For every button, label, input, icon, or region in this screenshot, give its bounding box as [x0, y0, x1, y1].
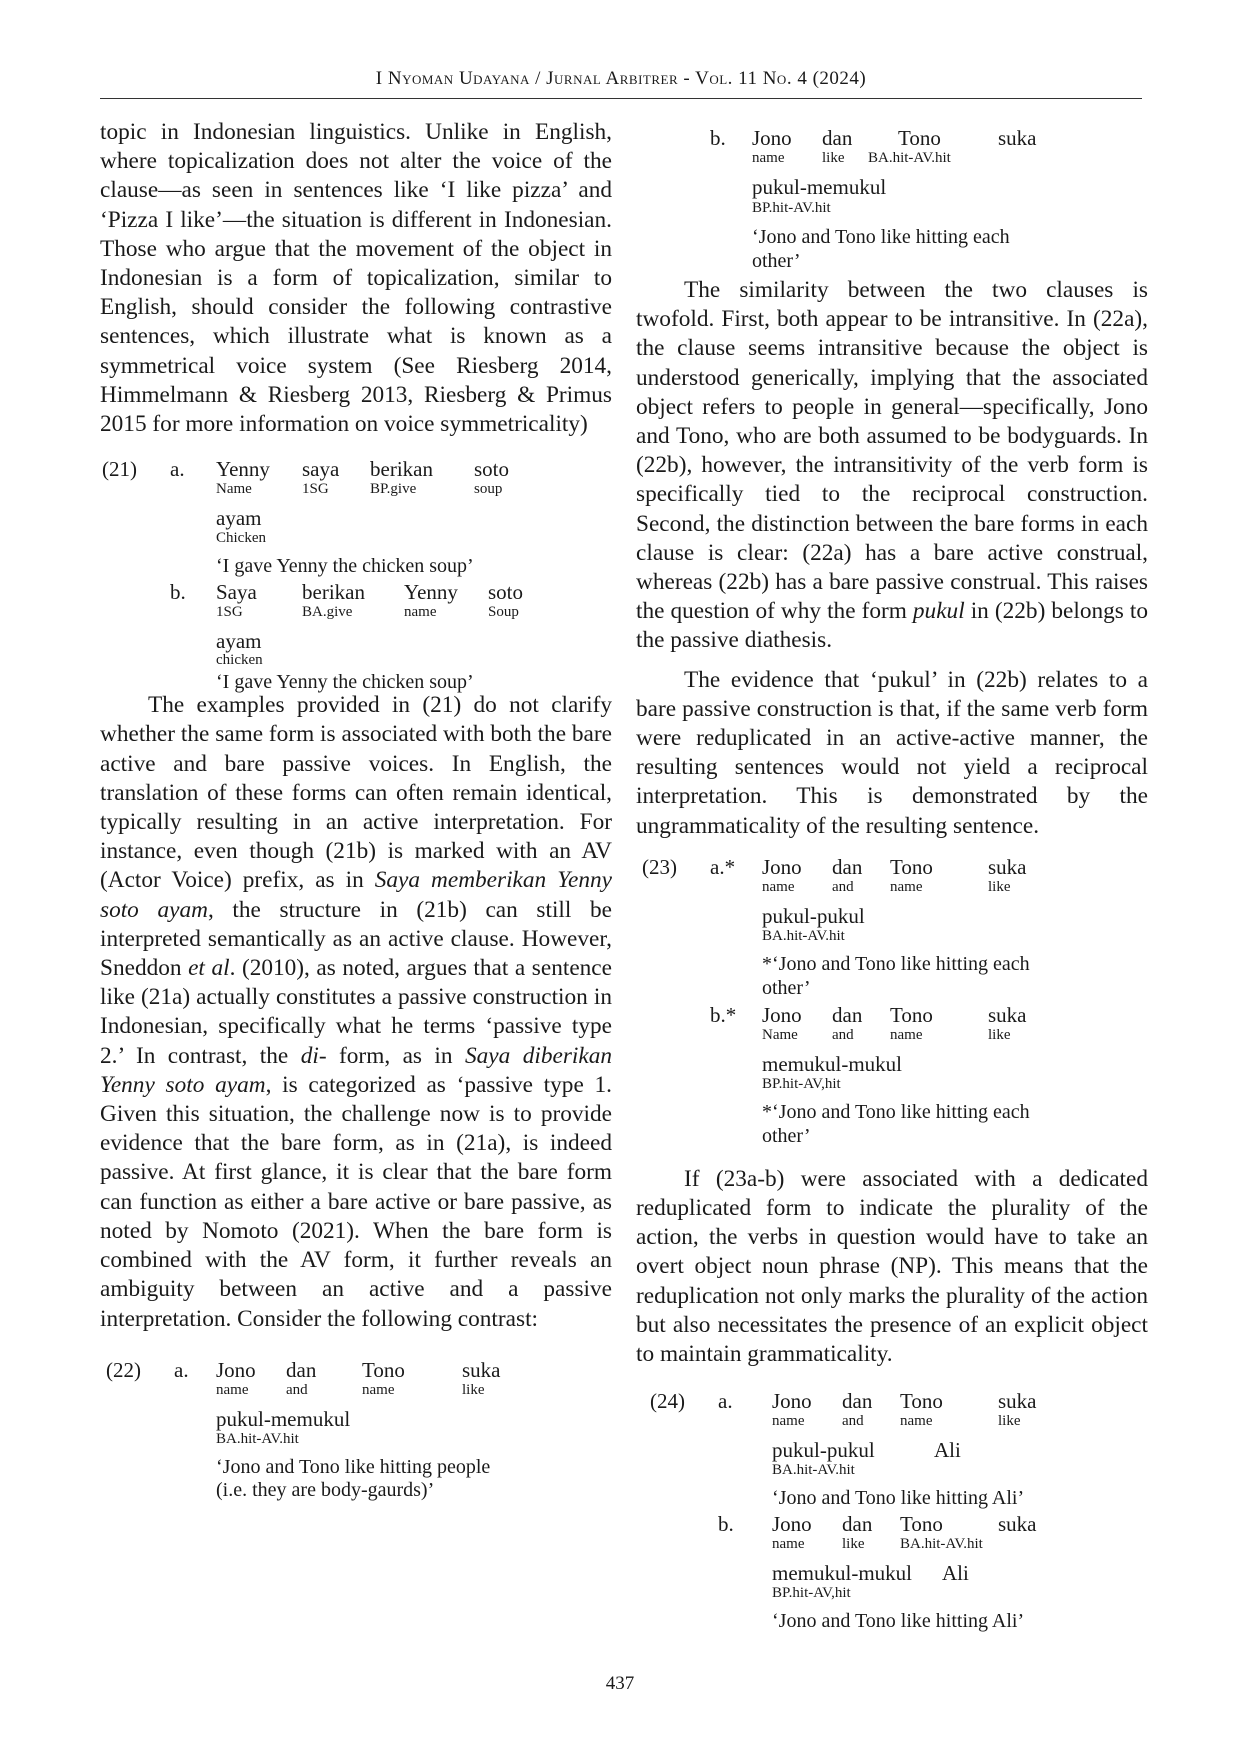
gloss: BA.hit-AV.hit — [772, 1462, 855, 1479]
word: pukul-pukul — [772, 1438, 875, 1463]
word: Tono — [900, 1512, 943, 1537]
word: Yenny — [404, 580, 458, 605]
gloss: name — [362, 1381, 395, 1398]
gloss: name — [890, 1026, 923, 1043]
word: suka — [998, 126, 1037, 150]
left-column — [100, 118, 613, 1501]
gloss: like — [998, 1413, 1021, 1430]
word: berikan — [370, 457, 433, 482]
word: memukul-mukul — [762, 1051, 902, 1076]
gloss: and — [842, 1413, 864, 1430]
translation: ‘Jono and Tono like hitting Ali’ — [772, 1487, 1025, 1510]
example-label: b. — [710, 126, 726, 150]
example-number: (22) — [106, 1357, 141, 1382]
word: Jono — [772, 1512, 812, 1537]
translation: other’ — [762, 1124, 811, 1147]
gloss: name — [752, 150, 785, 166]
gloss: name — [772, 1413, 805, 1430]
word: Ali — [942, 1561, 969, 1586]
word: Ali — [934, 1438, 961, 1463]
word: Jono — [772, 1389, 812, 1414]
word: dan — [842, 1512, 873, 1537]
example-number: (21) — [102, 457, 137, 482]
word: dan — [286, 1357, 317, 1382]
gloss: chicken — [216, 652, 263, 669]
word: suka — [462, 1357, 501, 1382]
example-21 — [100, 455, 612, 694]
gloss: 1SG — [302, 481, 329, 498]
word: Jono — [752, 126, 792, 150]
example-label: a. — [718, 1389, 733, 1414]
paragraph-similarity: The similarity between the two clauses is twofold. First, both appear to be intransitive. In (22a), the clause seems intransitive because the object is understood generically, implying that the associated object refers to people in general—specifically, Jono and Tono, who are both assumed to be bodyguards. In (22b), however, the intransitivity of the verb form is specifically tied to the reciprocal construction. Second, the distinction between the bare forms in each clause is clear: (22a) has a bare active construal, whereas (22b) has a bare passive construal. This raises the question of why the form pukul in (22b) belongs to the passive diathesis. — [636, 277, 1148, 654]
word: Tono — [898, 126, 941, 150]
gloss: name — [772, 1536, 805, 1553]
word: ayam — [216, 629, 262, 654]
word: pukul-memukul — [752, 175, 887, 199]
word: memukul-mukul — [772, 1561, 912, 1586]
gloss: BA.hit-AV.hit — [868, 150, 951, 166]
gloss: BP.give — [370, 481, 417, 498]
paragraph-intro: topic in Indonesian linguistics. Unlike in English, where topicalization does not alter the voice of the clause—as seen in sentences like ‘I like pizza’ and ‘Pizza I like’—the situation is different in Indonesian. Those who argue that the movement of the object in Indonesian is a form of topicalization, similar to English, should consider the following contrastive sentences, which illustrate what is known as a symmetrical voice system (See Riesberg 2014, Himmelmann & Riesberg 2013, Riesberg & Primus 2015 for more information on voice symmetricality) — [100, 119, 612, 438]
paragraph-discussion: The examples provided in (21) do not clarify whether the same form is associated with both the bare active and bare passive voices. In English, the translation of these forms can often remain identical, typically resulting in an active interpretation. For instance, even though (21b) is marked with an AV (Actor Voice) prefix, as in Saya memberikan Yenny soto ayam, the structure in (21b) can still be interpreted semantically as an active clause. However, Sneddon et al. (2010), as noted, argues that a sentence like (21a) actually constitutes a passive construction in Indonesian, specifically what he terms ‘passive type 2.’ In contrast, the di- form, as in Saya diberikan Yenny soto ayam, is categorized as ‘passive type 1. Given this situation, the challenge now is to provide evidence that the bare form, as in (21a), is indeed passive. At first glance, it is clear that the bare form can function as either a bare active or bare passive, as noted by Nomoto (2021). When the bare form is combined with the AV form, it further reveals an ambiguity between an active and a passive interpretation. Consider the following contrast: — [100, 692, 613, 1332]
gloss: Name — [762, 1026, 798, 1043]
example-label: b. — [170, 580, 186, 605]
right-column — [636, 124, 1148, 1637]
gloss: BA.give — [302, 604, 353, 621]
example-22b — [636, 124, 1148, 276]
translation: ‘Jono and Tono like hitting each — [752, 226, 1010, 248]
gloss: like — [988, 1026, 1011, 1043]
header-rule — [100, 98, 1142, 99]
translation: ‘Jono and Tono like hitting people — [216, 1455, 491, 1478]
example-label: b.* — [710, 1002, 737, 1027]
word: dan — [832, 1002, 863, 1027]
word: Yenny — [216, 457, 270, 482]
gloss: BA.hit-AV.hit — [900, 1536, 983, 1553]
word: pukul-memukul — [216, 1406, 351, 1431]
example-label: a. — [174, 1357, 189, 1382]
word: suka — [988, 1002, 1027, 1027]
gloss: soup — [474, 481, 503, 498]
word: Saya — [216, 580, 257, 605]
translation: other’ — [752, 250, 801, 272]
translation: ‘Jono and Tono like hitting Ali’ — [772, 1610, 1025, 1633]
gloss: and — [832, 1026, 854, 1043]
gloss: Soup — [488, 604, 519, 621]
gloss: and — [286, 1381, 308, 1398]
word: dan — [832, 854, 863, 879]
gloss: Chicken — [216, 530, 266, 547]
running-header: I Nyoman Udayana / Jurnal Arbitrer - Vol. 11 No. 4 (2024) — [375, 68, 867, 89]
translation: *‘Jono and Tono like hitting each — [762, 1100, 1030, 1123]
gloss: name — [900, 1413, 933, 1430]
translation: other’ — [762, 976, 811, 999]
gloss: BP.hit-AV.hit — [752, 200, 831, 216]
word: Jono — [762, 854, 802, 879]
word: Tono — [890, 1002, 933, 1027]
paragraph-reduplication: If (23a-b) were associated with a dedicated reduplicated form to indicate the plurality of the action, the verbs in question would have to take an overt object noun phrase (NP). This means that the reduplication not only marks the plurality of the action but also necessitates the presence of an explicit object to maintain grammaticality. — [636, 1165, 1148, 1368]
example-number: (24) — [650, 1389, 685, 1414]
example-label: b. — [718, 1512, 734, 1537]
gloss: BA.hit-AV.hit — [216, 1430, 299, 1447]
translation: ‘I gave Yenny the chicken soup’ — [216, 671, 474, 694]
gloss: name — [404, 604, 437, 621]
gloss: like — [988, 878, 1011, 895]
word: Jono — [762, 1002, 802, 1027]
example-label: a.* — [710, 854, 736, 879]
example-23 — [636, 853, 1148, 1151]
word: pukul-pukul — [762, 903, 865, 928]
gloss: 1SG — [216, 604, 243, 621]
word: berikan — [302, 580, 365, 605]
page-number: 437 — [605, 1673, 635, 1694]
gloss: like — [462, 1381, 485, 1398]
gloss: name — [216, 1381, 249, 1398]
gloss: Name — [216, 481, 252, 498]
gloss: like — [822, 150, 845, 166]
translation: *‘Jono and Tono like hitting each — [762, 952, 1030, 975]
word: Tono — [900, 1389, 943, 1414]
word: Tono — [890, 854, 933, 879]
gloss: name — [762, 878, 795, 895]
example-label: a. — [170, 457, 185, 482]
gloss: name — [890, 878, 923, 895]
word: soto — [474, 457, 510, 482]
word: dan — [842, 1389, 873, 1414]
word: ayam — [216, 506, 262, 531]
word: suka — [998, 1512, 1037, 1537]
word: soto — [488, 580, 524, 605]
word: dan — [822, 126, 853, 150]
translation: ‘I gave Yenny the chicken soup’ — [216, 555, 474, 578]
gloss: and — [832, 878, 854, 895]
paragraph-evidence: The evidence that ‘pukul’ in (22b) relates to a bare passive construction is that, if the same verb form were reduplicated in an active-active manner, the resulting sentences would not yield a reciprocal interpretation. This is demonstrated by the ungrammaticality of the resulting sentence. — [636, 666, 1148, 839]
gloss: BP.hit-AV,hit — [762, 1075, 841, 1092]
gloss: BA.hit-AV.hit — [762, 927, 845, 944]
word: Jono — [216, 1357, 256, 1382]
example-22a — [100, 1356, 612, 1501]
example-24 — [636, 1387, 1148, 1637]
word: Tono — [362, 1357, 405, 1382]
word: suka — [998, 1389, 1037, 1414]
translation: (i.e. they are body-gaurds)’ — [216, 1478, 435, 1501]
gloss: BP.hit-AV,hit — [772, 1585, 851, 1602]
word: suka — [988, 854, 1027, 879]
example-number: (23) — [642, 854, 677, 879]
gloss: like — [842, 1536, 865, 1553]
word: saya — [302, 457, 340, 482]
